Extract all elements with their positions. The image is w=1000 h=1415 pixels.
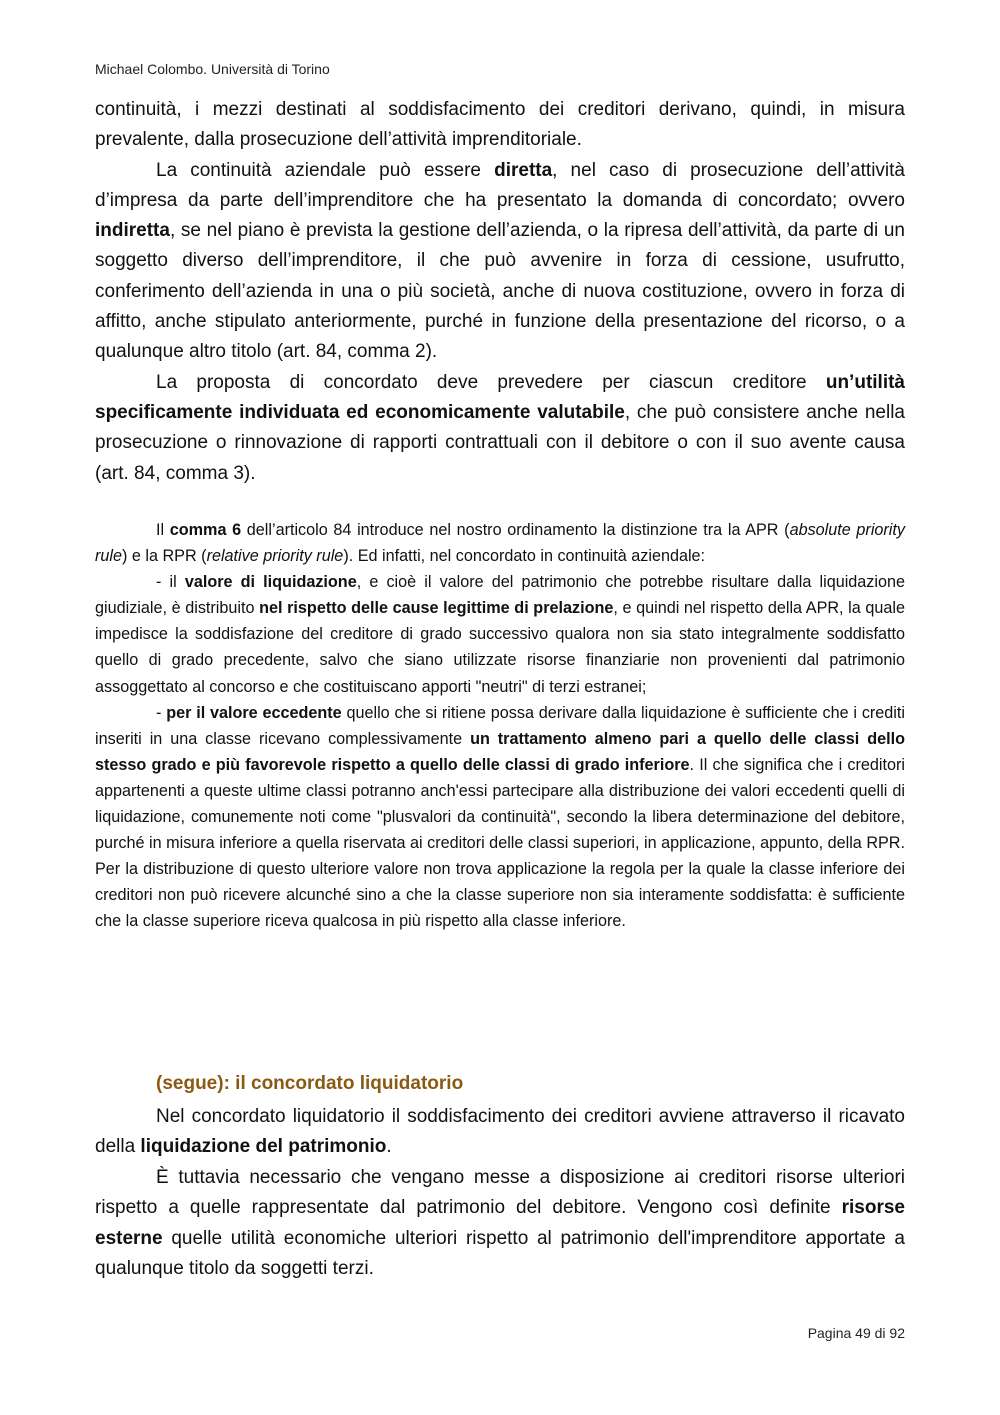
bold-term-liquidazione-patrimonio: liquidazione del patrimonio [140,1136,387,1158]
bold-term-trattamento: un trattamento almeno pari a quello delle classi dello stesso grado e più favorevole rispetto a quello delle classi di grado inferiore [95,729,905,774]
bold-term-risorse-esterne: risorse esterne [95,1197,905,1249]
bold-term-cause-prelazione: nel rispetto delle cause legittime di prelazione [259,599,614,618]
section-heading: (segue): il concordato liquidatorio [156,1073,464,1094]
bold-term-comma-6: comma 6 [169,521,242,539]
box-item-valore-eccedente: - per il valore eccedente quello che si ritiene possa derivare dalla liquidazione è sufficiente che i crediti inseriti in una classe ricevano complessivamente un trattamento almeno pari a quello delle classi dello stesso grado e più favorevole rispetto a quello delle classi di grado inferiore. Il che significa che i creditori appartenenti a queste ultime classi potranno anch'essi partecipare alla distribuzione dei valori eccedenti quelli di liquidazione, comunemente noti come "plusvalori da continuità", secondo la libera determinazione del debitore, purché in misura inferiore a quella riservata ai creditori delle classi superiori, in applicazione, appunto, della RPR. Per la distribuzione di questo ulteriore valore non trova applicazione la regola per la quale la classe inferiore dei creditori non può ricevere alcunché sino a che la classe superiore non sia interamente soddisfatta: è sufficiente che la classe superiore riceva qualcosa in più rispetto alla classe inferiore. [95,703,905,931]
paragraph-continuation: continuità, i mezzi destinati al soddisfacimento dei creditori derivano, quindi, in misura prevalente, dalla prosecuzione dell’attività imprenditoriale. [95,99,905,151]
bold-term-valore-eccedente: per il valore eccedente [166,703,342,722]
section-text [95,1102,905,1284]
bold-term-utilita: un’utilità specificamente individuata ed economicamente valutabile [95,371,905,423]
paragraph-risorse-esterne: È tuttavia necessario che vengano messe a disposizione ai creditori risorse ulteriori rispetto a quelle rappresentate dal patrimonio del debitore. Vengono così definite risorse esterne quelle utilità economiche ulteriori rispetto al patrimonio dell'imprenditore apportate a qualunque titolo da soggetti terzi. [95,1166,905,1280]
comma-6-box [95,517,905,935]
bold-term-valore-liquidazione: valore di liquidazione [184,573,357,592]
bold-term-indiretta: indiretta [95,220,170,242]
box-paragraph-intro: Il comma 6 dell’articolo 84 introduce nel nostro ordinamento la distinzione tra la APR (absolute priority rule) e la RPR (relative priority rule). Ed infatti, nel concordato in continuità aziendale: [95,521,905,566]
running-header: Michael Colombo. Università di Torino [95,61,330,77]
paragraph-concordato-liquidatorio: Nel concordato liquidatorio il soddisfacimento dei creditori avviene attraverso il ricavato della liquidazione del patrimonio. [95,1106,905,1158]
box-item-valore-liquidazione: - il valore di liquidazione, e cioè il valore del patrimonio che potrebbe risultare dalla liquidazione giudiziale, è distribuito nel rispetto delle cause legittime di prelazione, e quindi nel rispetto della APR, la quale impedisce la soddisfazione del creditore di grado successivo qualora non sia stato integralmente soddisfatto quello di grado precedente, salvo che siano utilizzate risorse finanziarie non provenienti dal patrimonio assoggettato al concorso e che costituiscano apporti "neutri" di terzi estranei; [95,573,906,696]
paragraph-proposta-concordato: La proposta di concordato deve prevedere per ciascun creditore un’utilità specificamente individuata ed economicamente valutabile, che può consistere anche nella prosecuzione o rinnovazione di rapporti contrattuali con il debitore o con il suo avente causa (art. 84, comma 3). [95,371,905,484]
main-text [95,95,905,489]
page-number: Pagina 49 di 92 [807,1325,905,1341]
bold-term-diretta: diretta [494,159,553,181]
paragraph-continuita-diretta-indiretta: La continuità aziendale può essere diretta, nel caso di prosecuzione dell’attività d’impresa da parte dell’imprenditore che ha presentato la domanda di concordato; ovvero indiretta, se nel piano è prevista la gestione dell’azienda, o la ripresa dell’attività, da parte di un soggetto diverso dell’imprenditore, il che può avvenire in forza di cessione, usufrutto, conferimento dell’azienda in una o più società, anche di nuova costituzione, ovvero in forza di affitto, anche stipulato anteriormente, purché in funzione della presentazione del ricorso, o a qualunque altro titolo (art. 84, comma 2). [95,159,905,363]
italic-term-apr: absolute priority rule [95,521,905,566]
italic-term-rpr: relative priority rule [206,547,344,566]
